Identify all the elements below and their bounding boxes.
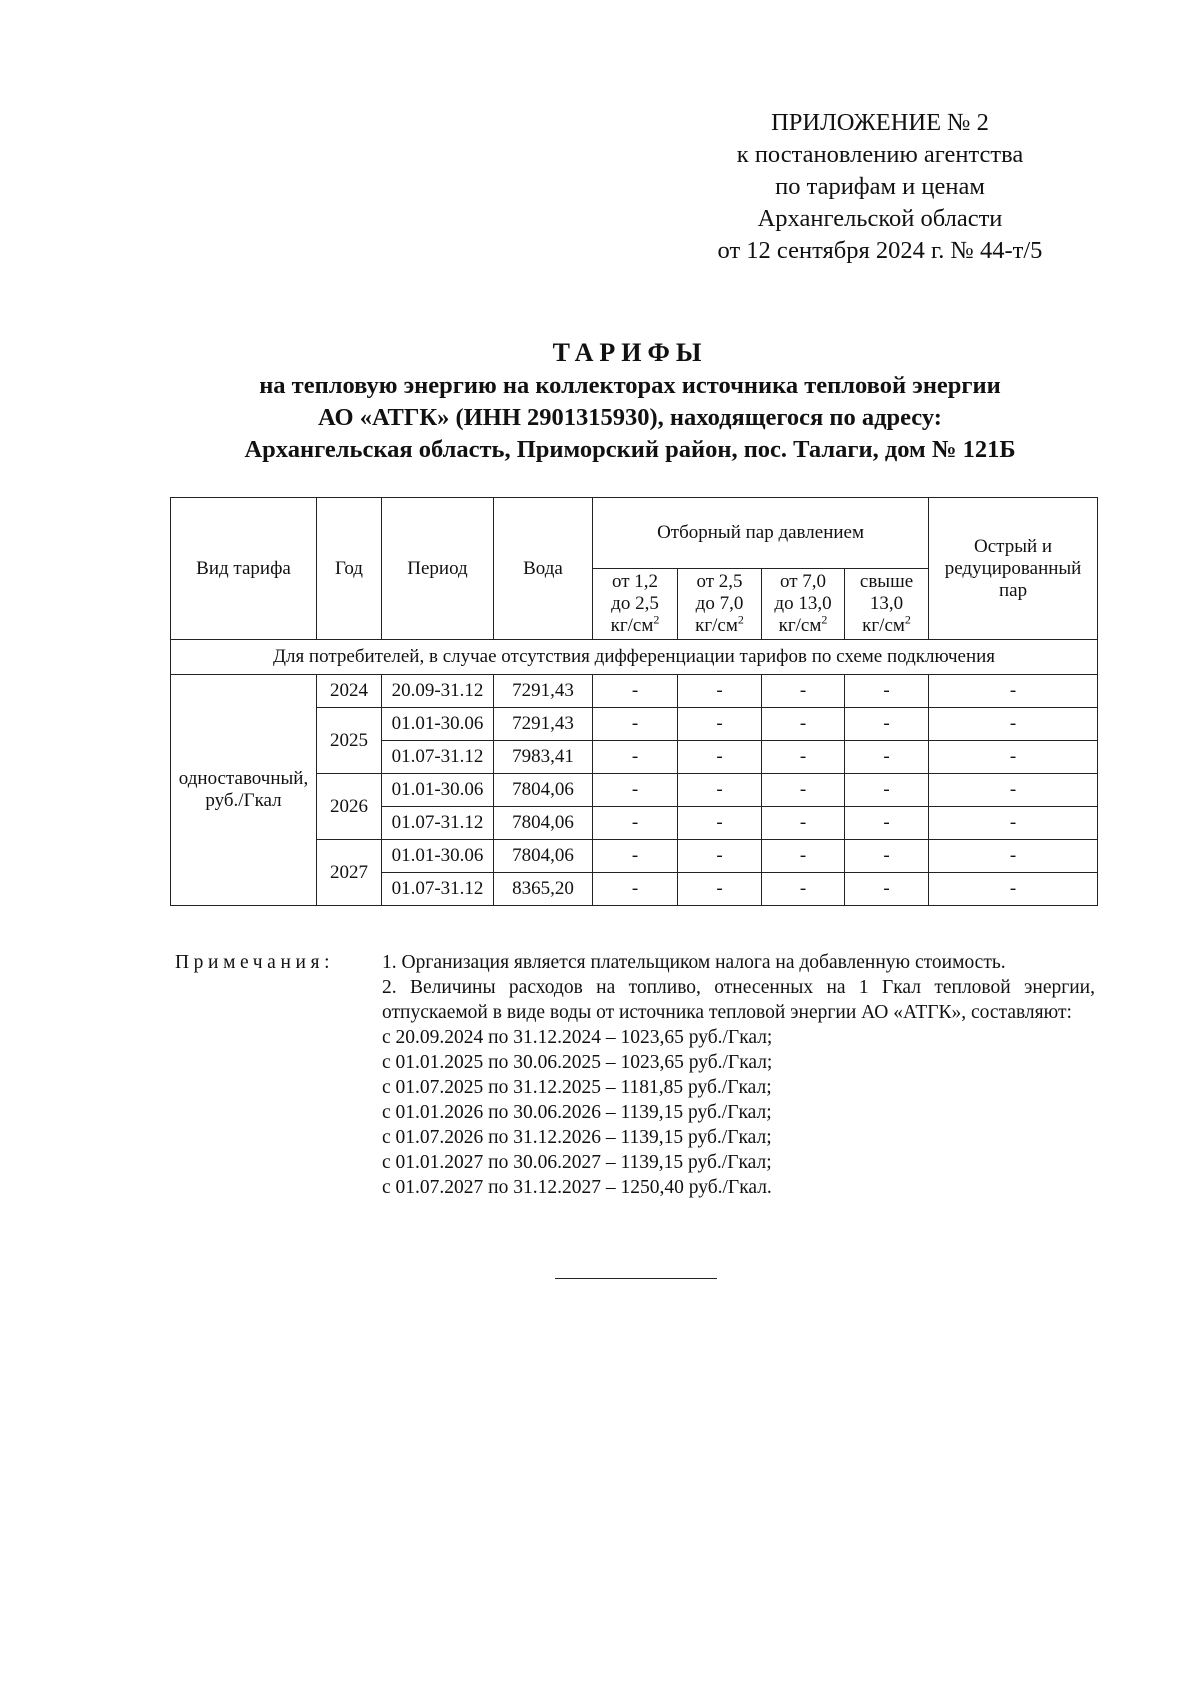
steam-cell: -	[845, 675, 929, 708]
water-cell: 7983,41	[494, 741, 593, 774]
steam-cell: -	[593, 675, 678, 708]
header-period: Период	[382, 498, 494, 640]
header-pressure-2: от 2,5 до 7,0 $кг/см^2$	[678, 569, 762, 640]
steam-cell: -	[593, 807, 678, 840]
steam-cell: -	[845, 741, 929, 774]
steam-cell: -	[762, 807, 845, 840]
year-cell: 2026	[317, 774, 382, 840]
header-pressure-4: свыше 13,0 $кг/см^2$	[845, 569, 929, 640]
steam-cell: -	[678, 741, 762, 774]
appendix-number: ПРИЛОЖЕНИЕ № 2	[771, 109, 989, 136]
steam-cell: -	[845, 840, 929, 873]
note-item: 2. Величины расходов на топливо, отнесенных на 1 Гкал тепловой энергии, отпускаемой в виде воды от источника тепловой энергии АО «АТГК», составляют:	[382, 977, 1095, 1023]
fuel-line: с 01.07.2025 по 31.12.2025 – 1181,85 руб./Гкал;	[382, 1077, 772, 1098]
appendix-header	[680, 107, 1080, 267]
appendix-line: Архангельской области	[757, 205, 1003, 232]
steam-cell: -	[762, 840, 845, 873]
header-year: Год	[317, 498, 382, 640]
fuel-line: с 20.09.2024 по 31.12.2024 – 1023,65 руб./Гкал;	[382, 1027, 773, 1048]
steam-cell: -	[678, 873, 762, 906]
sharp-cell: -	[929, 675, 1098, 708]
steam-cell: -	[593, 741, 678, 774]
fuel-line: с 01.01.2025 по 30.06.2025 – 1023,65 руб./Гкал;	[382, 1052, 773, 1073]
year-cell: 2025	[317, 708, 382, 774]
steam-cell: -	[845, 807, 929, 840]
period-cell: 01.07-31.12	[382, 741, 494, 774]
fuel-line: с 01.07.2027 по 31.12.2027 – 1250,40 руб./Гкал.	[382, 1177, 772, 1198]
document-title	[150, 336, 1110, 466]
steam-cell: -	[593, 774, 678, 807]
header-pressure-3: от 7,0 до 13,0 $кг/см^2$	[762, 569, 845, 640]
tariff-name: одноставочный, руб./Гкал	[171, 675, 317, 906]
appendix-line: к постановлению агентства	[736, 141, 1024, 168]
header-sharp-steam: Острый и редуцированный пар	[929, 498, 1098, 640]
period-cell: 01.01-30.06	[382, 708, 494, 741]
steam-cell: -	[593, 840, 678, 873]
header-water: Вода	[494, 498, 593, 640]
steam-cell: -	[845, 774, 929, 807]
steam-cell: -	[678, 807, 762, 840]
sharp-cell: -	[929, 741, 1098, 774]
year-cell: 2027	[317, 840, 382, 906]
period-cell: 01.01-30.06	[382, 840, 494, 873]
steam-cell: -	[762, 708, 845, 741]
water-cell: 8365,20	[494, 873, 593, 906]
notes-label: Примечания:	[175, 952, 335, 973]
steam-cell: -	[845, 708, 929, 741]
steam-cell: -	[845, 873, 929, 906]
title-main: ТАРИФЫ	[552, 338, 708, 367]
table-row	[171, 675, 1098, 708]
steam-cell: -	[678, 774, 762, 807]
end-divider	[555, 1278, 717, 1279]
steam-cell: -	[762, 873, 845, 906]
fuel-line: с 01.01.2026 по 30.06.2026 – 1139,15 руб./Гкал;	[382, 1102, 772, 1123]
year-cell: 2024	[317, 675, 382, 708]
sharp-cell: -	[929, 708, 1098, 741]
steam-cell: -	[593, 708, 678, 741]
steam-cell: -	[678, 840, 762, 873]
section-title: Для потребителей, в случае отсутствия дифференциации тарифов по схеме подключения	[171, 640, 1098, 675]
water-cell: 7804,06	[494, 807, 593, 840]
header-tariff-type: Вид тарифа	[171, 498, 317, 640]
sharp-cell: -	[929, 840, 1098, 873]
header-steam-group: Отборный пар давлением	[593, 498, 929, 569]
period-cell: 01.01-30.06	[382, 774, 494, 807]
notes	[382, 950, 1095, 1200]
steam-cell: -	[762, 774, 845, 807]
title-line: на тепловую энергию на коллекторах источника тепловой энергии	[259, 372, 1001, 399]
water-cell: 7804,06	[494, 840, 593, 873]
sharp-cell: -	[929, 873, 1098, 906]
appendix-line: по тарифам и ценам	[775, 173, 985, 200]
water-cell: 7804,06	[494, 774, 593, 807]
water-cell: 7291,43	[494, 675, 593, 708]
note-item: 1. Организация является плательщиком налога на добавленную стоимость.	[382, 952, 1006, 973]
period-cell: 01.07-31.12	[382, 807, 494, 840]
sharp-cell: -	[929, 774, 1098, 807]
water-cell: 7291,43	[494, 708, 593, 741]
tariff-table	[170, 497, 1098, 906]
period-cell: 01.07-31.12	[382, 873, 494, 906]
steam-cell: -	[678, 708, 762, 741]
fuel-line: с 01.01.2027 по 30.06.2027 – 1139,15 руб./Гкал;	[382, 1152, 772, 1173]
title-line: Архангельская область, Приморский район, пос. Талаги, дом № 121Б	[244, 436, 1016, 463]
header-pressure-1: от 1,2 до 2,5 $кг/см^2$	[593, 569, 678, 640]
sharp-cell: -	[929, 807, 1098, 840]
appendix-date: от 12 сентября 2024 г. № 44-т/5	[717, 237, 1043, 264]
title-line: АО «АТГК» (ИНН 2901315930), находящегося по адресу:	[318, 404, 942, 431]
period-cell: 20.09-31.12	[382, 675, 494, 708]
steam-cell: -	[762, 675, 845, 708]
steam-cell: -	[762, 741, 845, 774]
steam-cell: -	[678, 675, 762, 708]
fuel-line: с 01.07.2026 по 31.12.2026 – 1139,15 руб./Гкал;	[382, 1127, 772, 1148]
steam-cell: -	[593, 873, 678, 906]
